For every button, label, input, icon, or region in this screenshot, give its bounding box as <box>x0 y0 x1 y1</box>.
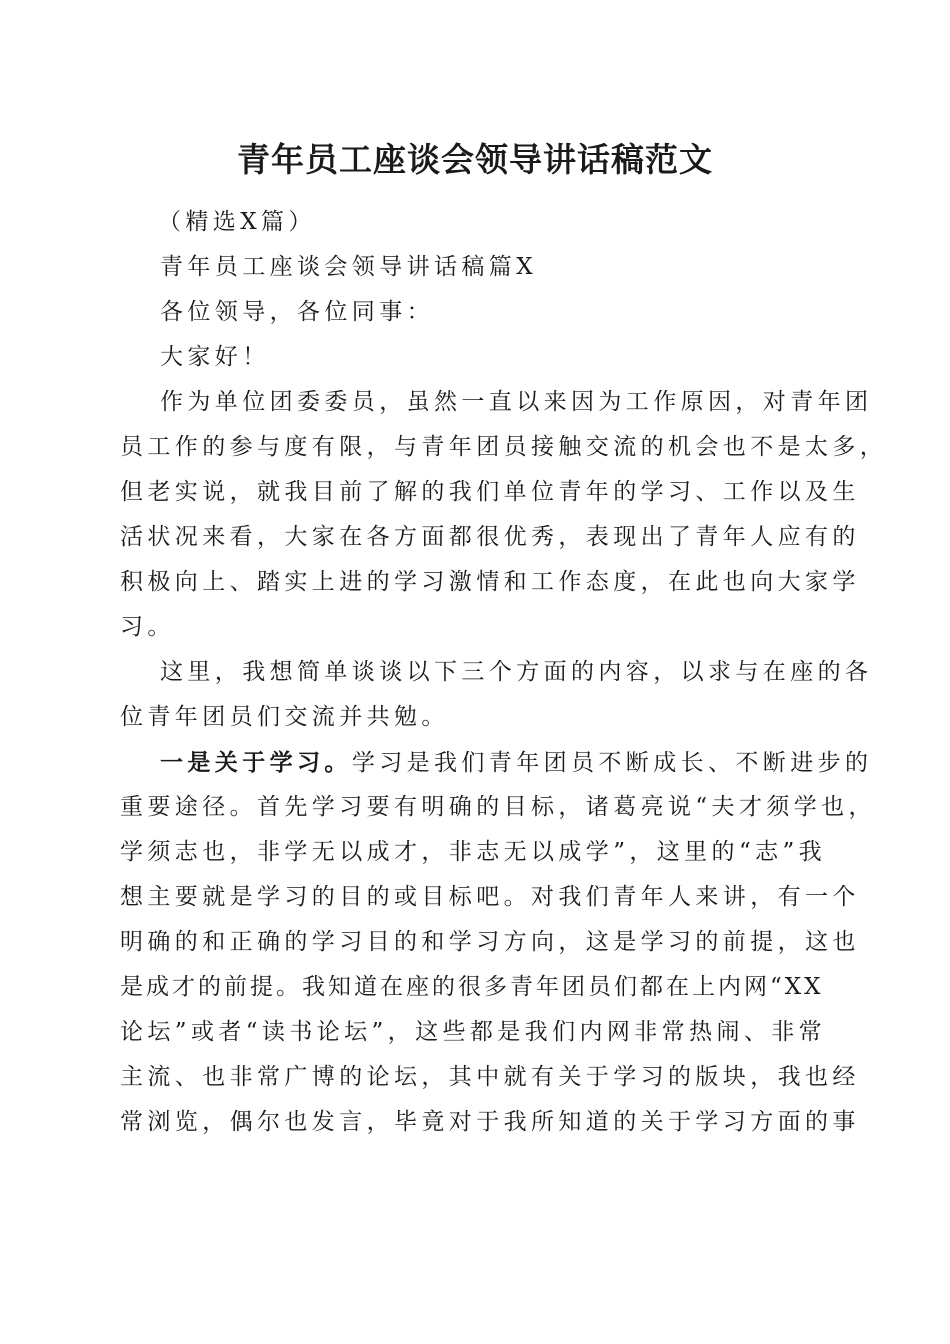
document-title: 青年员工座谈会领导讲话稿范文 <box>237 140 713 179</box>
paragraph-line: 习。 <box>120 614 175 640</box>
paragraph-line: 学须志也，非学无以成才，非志无以成学”，这里的“志”我 <box>120 839 827 865</box>
paragraph-line: 位青年团员们交流并共勉。 <box>120 704 449 730</box>
document-subtitle: （精选X篇） <box>158 209 316 235</box>
paragraph-line: 主流、也非常广博的论坛，其中就有关于学习的版块，我也经 <box>120 1064 860 1090</box>
paragraph-line: 这里，我想简单谈谈以下三个方面的内容，以求与在座的各 <box>160 659 873 685</box>
paragraph-2 <box>120 650 873 740</box>
bold-lead-text: 一是关于学习。 <box>160 749 352 776</box>
paragraph-line: 作为单位团委委员，虽然一直以来因为工作原因，对青年团 <box>160 389 873 415</box>
paragraph-line-rest: 学习是我们青年团员不断成长、不断进步的 <box>351 750 873 776</box>
paragraph-line: 明确的和正确的学习目的和学习方向，这是学习的前提，这也 <box>120 929 860 955</box>
greeting: 大家好！ <box>160 344 270 370</box>
paragraph-line: 常浏览，偶尔也发言，毕竟对于我所知道的关于学习方面的事 <box>120 1109 860 1135</box>
document-body <box>120 200 888 1145</box>
paragraph-1 <box>120 380 888 650</box>
salutation: 各位领导，各位同事： <box>160 299 434 325</box>
paragraph-line: 员工作的参与度有限，与青年团员接触交流的机会也不是太多， <box>120 434 888 460</box>
paragraph-line: 活状况来看，大家在各方面都很优秀，表现出了青年人应有的 <box>120 524 860 550</box>
section-heading: 青年员工座谈会领导讲话稿篇X <box>160 254 537 280</box>
paragraph-line: 是成才的前提。我知道在座的很多青年团员们都在上内网“XX <box>120 974 824 1000</box>
paragraph-line: 论坛”或者“读书论坛”，这些都是我们内网非常热闹、非常 <box>120 1019 827 1045</box>
paragraph-line: 积极向上、踏实上进的学习激情和工作态度，在此也向大家学 <box>120 569 860 595</box>
paragraph-line: 但老实说，就我目前了解的我们单位青年的学习、工作以及生 <box>120 479 860 505</box>
paragraph-line: 重要途径。首先学习要有明确的目标，诸葛亮说“夫才须学也， <box>120 794 876 820</box>
paragraph-line: 想主要就是学习的目的或目标吧。对我们青年人来讲，有一个 <box>120 884 860 910</box>
paragraph-line <box>120 740 873 785</box>
paragraph-3 <box>120 740 876 1145</box>
